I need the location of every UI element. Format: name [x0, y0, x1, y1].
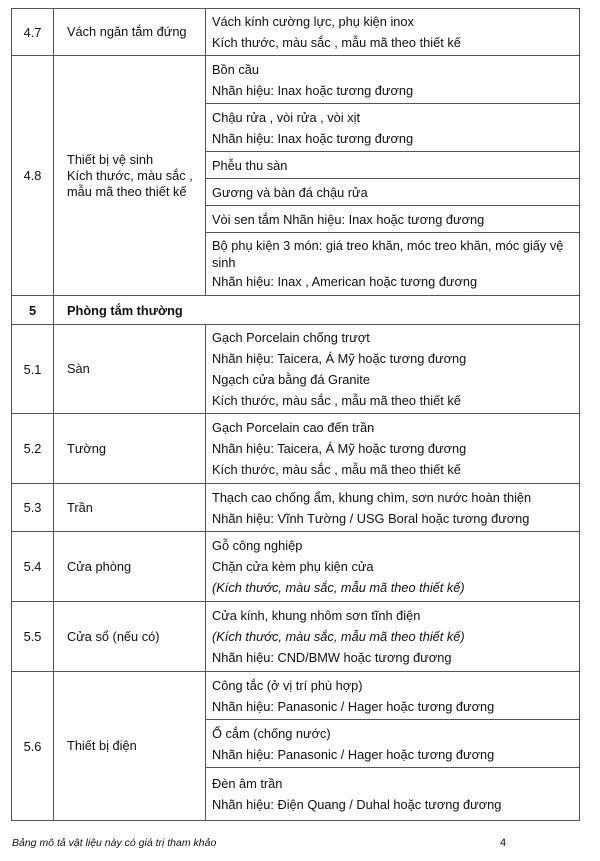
materials-table	[11, 8, 580, 821]
item-name	[54, 56, 206, 296]
section-title: Phòng tắm thường	[54, 296, 580, 325]
table-row	[12, 56, 580, 104]
section-number: 5	[12, 296, 54, 325]
item-description	[206, 768, 580, 821]
item-name-line: Kích thước, màu sắc ,	[67, 167, 193, 183]
footer-note: Bảng mô tả vật liệu này có giá trị tham khảo	[12, 837, 217, 849]
row-number: 5.6	[12, 672, 54, 821]
desc-line: Chậu rửa , vòi rửa , vòi xịt	[212, 109, 360, 125]
item-name	[54, 9, 206, 56]
item-description	[206, 720, 580, 768]
desc-line: Nhãn hiệu: Inax , American hoặc tương đương	[212, 273, 478, 289]
page-number: 4	[500, 837, 507, 849]
desc-line: Vòi sen tắm Nhãn hiệu: Inax hoặc tương đương	[212, 211, 485, 227]
desc-line: Nhãn hiệu: Taicera, Á Mỹ hoặc tương đương	[212, 351, 467, 366]
desc-line: Nhãn hiệu: Taicera, Á Mỹ hoặc tương đương	[212, 441, 467, 456]
item-description	[206, 325, 580, 414]
desc-line: Nhãn hiệu: Inax hoặc tương đương	[212, 130, 414, 146]
item-description	[206, 206, 580, 233]
item-description	[206, 104, 580, 152]
desc-line: Nhãn hiệu: Vĩnh Tường / USG Boral hoặc tương đương	[212, 510, 530, 526]
row-number: 5.5	[12, 602, 54, 672]
desc-line: Vách kính cường lực, phụ kiện inox	[212, 14, 414, 29]
item-description	[206, 233, 580, 296]
item-description	[206, 179, 580, 206]
item-description	[206, 9, 580, 56]
row-number: 5.1	[12, 325, 54, 414]
item-description	[206, 414, 580, 484]
item-name-line: Cửa phòng	[67, 558, 132, 574]
table-row	[12, 414, 580, 484]
desc-line: Nhãn hiệu: Điện Quang / Duhal hoặc tương đương	[212, 797, 502, 812]
desc-line: Đèn âm trần	[212, 776, 283, 791]
item-name	[54, 532, 206, 602]
table-row	[12, 532, 580, 602]
desc-line: (Kích thước, màu sắc, mẫu mã theo thiết kế)	[212, 580, 465, 595]
item-name-line: Thiết bị vệ sinh	[67, 151, 154, 167]
table-row	[12, 672, 580, 720]
desc-line: Bộ phụ kiện 3 món: giá treo khăn, móc treo khăn, móc giấy vệ	[212, 237, 564, 253]
table-row	[12, 9, 580, 56]
item-name-line: Sàn	[67, 361, 90, 376]
desc-line: Công tắc (ở vị trí phù hợp)	[212, 677, 363, 693]
row-number: 5.2	[12, 414, 54, 484]
desc-line: Chặn cửa kèm phụ kiện cửa	[212, 559, 374, 574]
item-description	[206, 484, 580, 532]
item-name	[54, 484, 206, 532]
desc-line: Kích thước, màu sắc , mẫu mã theo thiết kế	[212, 35, 461, 50]
item-name	[54, 602, 206, 672]
item-name-line: Vách ngăn tắm đứng	[67, 24, 187, 39]
desc-line: Bồn cầu	[212, 61, 259, 77]
desc-line: Gạch Porcelain chống trượt	[212, 330, 370, 345]
desc-line: Nhãn hiệu: CND/BMW hoặc tương đương	[212, 650, 452, 665]
desc-line: Cửa kính, khung nhôm sơn tĩnh điện	[212, 608, 421, 623]
table-row	[12, 484, 580, 532]
item-description	[206, 602, 580, 672]
item-name-line: Tường	[67, 440, 107, 456]
item-description	[206, 672, 580, 720]
desc-line: (Kích thước, màu sắc, mẫu mã theo thiết kế)	[212, 629, 465, 644]
desc-line: Phễu thu sàn	[212, 157, 288, 173]
item-description	[206, 152, 580, 179]
row-number: 5.3	[12, 484, 54, 532]
item-description	[206, 56, 580, 104]
row-number: 5.4	[12, 532, 54, 602]
desc-line: Nhãn hiệu: Panasonic / Hager hoặc tương đương	[212, 698, 495, 714]
desc-line: Nhãn hiệu: Panasonic / Hager hoặc tương đương	[212, 746, 495, 762]
item-name-line: Cửa sổ (nếu có)	[67, 628, 160, 644]
row-number: 4.8	[12, 56, 54, 296]
item-name-line: Trần	[67, 499, 93, 515]
section-row	[12, 296, 580, 325]
table-row	[12, 602, 580, 672]
desc-line: Kích thước, màu sắc , mẫu mã theo thiết kế	[212, 393, 461, 408]
desc-line: Ngạch cửa bằng đá Granite	[212, 372, 370, 387]
desc-line: Gương và bàn đá chậu rửa	[212, 184, 368, 200]
desc-line: Gạch Porcelain cao đến trần	[212, 420, 375, 435]
desc-line: Gỗ công nghiệp	[212, 538, 303, 553]
row-number: 4.7	[12, 9, 54, 56]
desc-line: Kích thước, màu sắc , mẫu mã theo thiết kế	[212, 462, 461, 477]
item-name-line: Thiết bị điện	[67, 738, 137, 753]
item-name	[54, 672, 206, 821]
desc-line: sinh	[212, 254, 236, 270]
item-name-line: mẫu mã theo thiết kế	[67, 183, 187, 199]
desc-line: Nhãn hiệu: Inax hoặc tương đương	[212, 82, 414, 98]
table-row	[12, 325, 580, 414]
item-description	[206, 532, 580, 602]
item-name	[54, 414, 206, 484]
desc-line: Ổ cắm (chống nước)	[212, 725, 331, 741]
desc-line: Thạch cao chống ẩm, khung chìm, sơn nước hoàn thiện	[212, 489, 532, 505]
item-name	[54, 325, 206, 414]
